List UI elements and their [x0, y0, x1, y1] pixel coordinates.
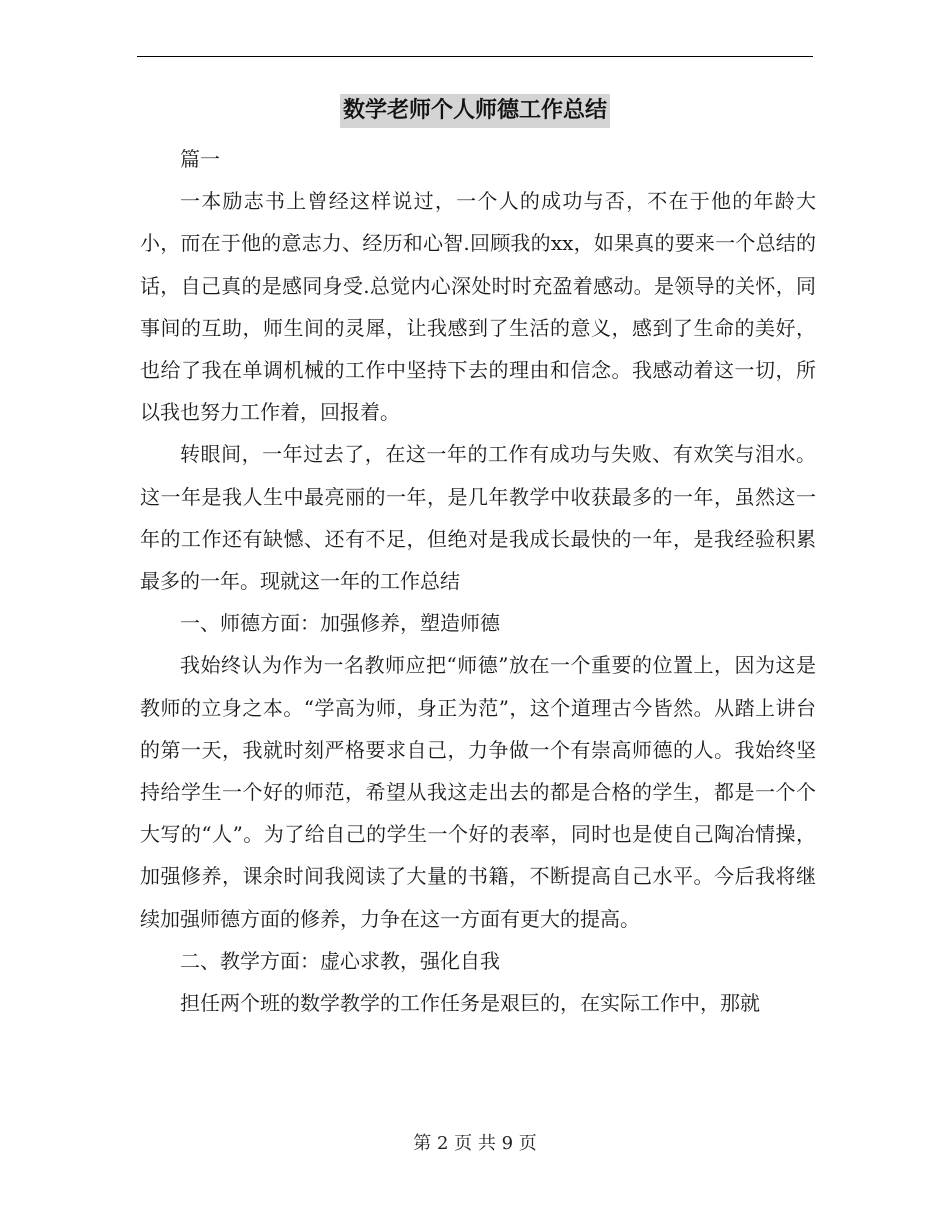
paragraph-ethics: 我始终认为作为一名教师应把“师德”放在一个重要的位置上，因为这是教师的立身之本。“学高为师，身正为范”，这个道理古今皆然。从踏上讲台的第一天，我就时刻严格要求自己，力争做一个有崇高师德的人。我始终坚持给学生一个好的师范，希望从我这走出去的都是合格的学生，都是一个个大写的“人”。为了给自己的学生一个好的表率，同时也是使自己陶冶情操，加强修养，课余时间我阅读了大量的书籍，不断提高自己水平。今后我将继续加强师德方面的修养，力争在这一方面有更大的提高。 [140, 653, 816, 931]
title-container [0, 94, 950, 128]
document-body [140, 138, 816, 1024]
document-title: 数学老师个人师德工作总结 [340, 94, 610, 128]
paragraph-intro: 一本励志书上曾经这样说过，一个人的成功与否，不在于他的年龄大小，而在于他的意志力、经历和心智.回顾我的xx，如果真的要来一个总结的话，自己真的是感同身受.总觉内心深处时时充盈着感动。是领导的关怀，同事间的互助，师生间的灵犀，让我感到了生活的意义，感到了生命的美好，也给了我在单调机械的工作中坚持下去的理由和信念。我感动着这一切，所以我也努力工作着，回报着。 [140, 189, 816, 425]
heading-ethics: 一、师德方面：加强修养，塑造师德 [180, 611, 500, 636]
header-rule [137, 56, 813, 57]
heading-teaching: 二、教学方面：虚心求教，强化自我 [180, 948, 500, 973]
paragraph-teaching: 担任两个班的数学教学的工作任务是艰巨的，在实际工作中，那就 [180, 991, 760, 1016]
page-number: 第 2 页 共 9 页 [413, 1133, 537, 1154]
section-label: 篇一 [180, 147, 220, 171]
paragraph-review: 转眼间，一年过去了，在这一年的工作有成功与失败、有欢笑与泪水。这一年是我人生中最亮丽的一年，是几年教学中收获最多的一年，虽然这一年的工作还有缺憾、还有不足，但绝对是我成长最快的一年，是我经验积累最多的一年。现就这一年的工作总结 [140, 442, 816, 594]
